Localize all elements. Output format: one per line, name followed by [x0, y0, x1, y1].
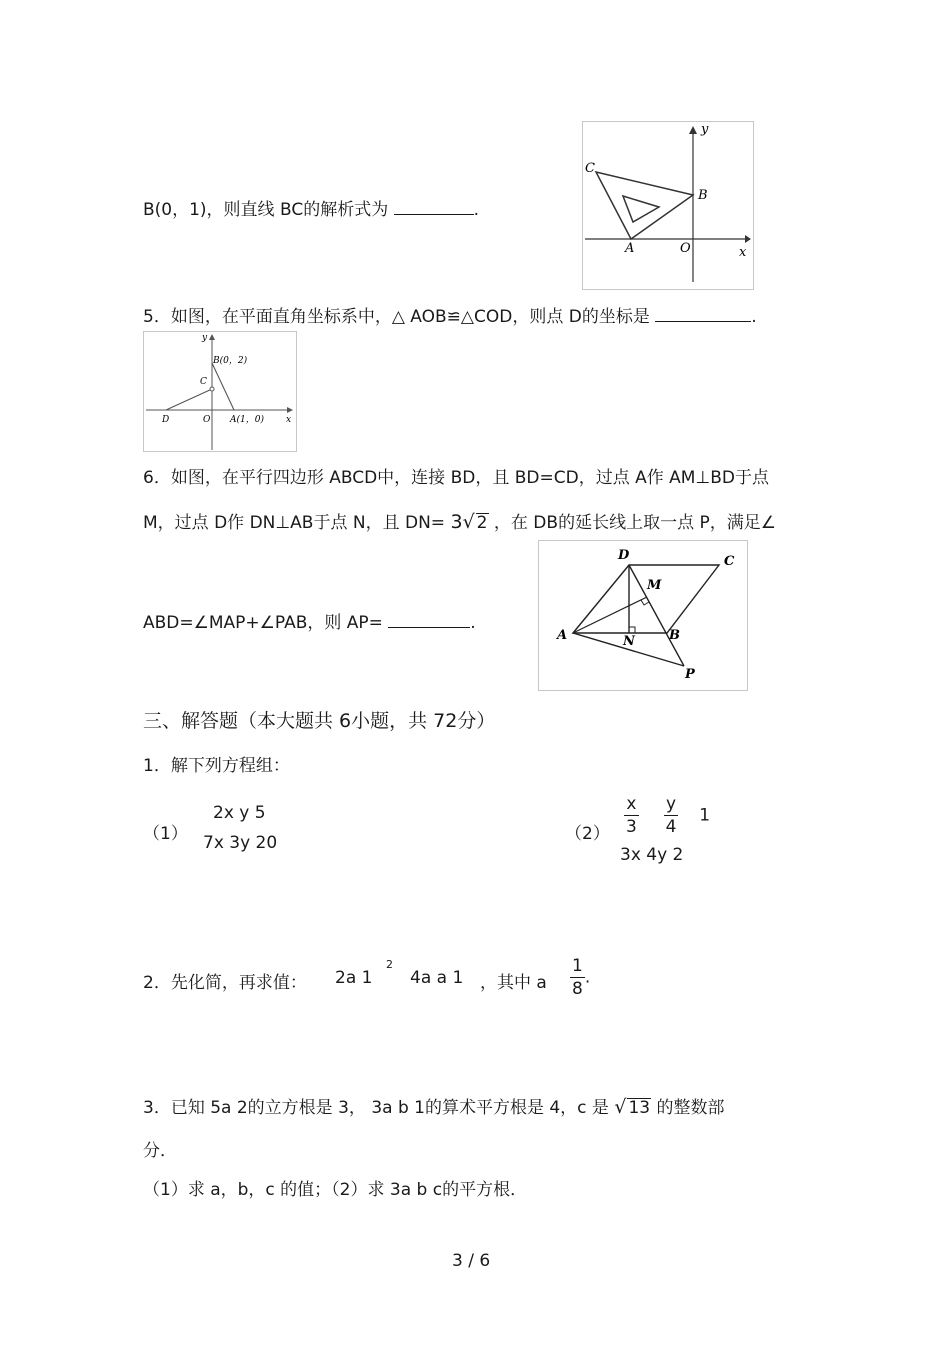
label-a: A	[625, 241, 635, 256]
dn-radicand: 2	[476, 513, 488, 533]
dn-value	[450, 513, 488, 533]
label-b: B	[669, 628, 680, 643]
s1-part2-rhs: 1	[699, 805, 711, 826]
q6-line3-text: ABD=∠MAP+∠PAB，则 AP=	[143, 613, 383, 633]
x-axis-arrow	[745, 235, 751, 243]
q6-line2-end: ，在 DB的延长线上取一点 P，满足∠	[493, 513, 776, 533]
label-p: P	[685, 667, 695, 682]
s1-part2-label: （2）	[565, 824, 610, 844]
label-y: y	[701, 122, 709, 137]
s1-part1-eq1: 2x y 5	[213, 803, 266, 823]
s1-part1-eq2: 7x 3y 20	[203, 833, 278, 853]
s3-line1	[143, 1093, 725, 1118]
sqrt-sign: √	[462, 511, 475, 533]
label-n: N	[623, 634, 635, 649]
triangle-inner	[623, 196, 659, 222]
label-c: C	[200, 377, 207, 387]
fraction-y-over-4: $\frac{y}{4}$	[665, 794, 677, 837]
label-o: O	[203, 415, 211, 425]
answer-blank	[394, 213, 474, 215]
y-axis-arrow	[689, 126, 697, 134]
section-title: 三、解答题（本大题共 6小题，共 72分）	[143, 710, 496, 732]
label-x: x	[739, 245, 747, 260]
segment-cd	[166, 389, 212, 410]
s2-exponent: 2	[386, 958, 393, 971]
triangle-abc	[596, 172, 693, 239]
s1-stem: 1．解下列方程组：	[143, 756, 290, 776]
q4-tail-text: B(0，1)，则直线 BC的解析式为	[143, 200, 389, 220]
s3-line1-part-c: 的整数部	[656, 1098, 725, 1118]
s2-fraction	[570, 955, 590, 1000]
s2-expr1: 2a 1	[335, 968, 373, 988]
label-m: M	[647, 578, 662, 593]
q5-end: .	[751, 307, 757, 327]
label-a: A	[557, 628, 568, 643]
figure-parallelogram-abcd	[538, 540, 748, 691]
segment-ab	[212, 363, 234, 410]
q4-end: .	[473, 200, 480, 220]
q5-text: 5．如图，在平面直角坐标系中，△ AOB≌△COD，则点 D的坐标是	[143, 307, 650, 327]
q6-line2-start: M，过点 D作 DN⊥AB于点 N，且 DN=	[143, 513, 446, 533]
label-a: A(1，0)	[230, 415, 264, 425]
fraction-1-over-8: $\frac{1}{8}$	[572, 956, 583, 999]
s3-line1-part-b: 3a b 1的算术平方根是 4，c 是	[371, 1098, 609, 1118]
label-y: y	[202, 333, 208, 343]
q5-line	[143, 302, 757, 327]
s3-line1-part-a: 3．已知 5a 2的立方根是 3，	[143, 1098, 366, 1118]
label-b: B(0，2)	[213, 356, 248, 366]
sqrt-13: √ 13	[614, 1096, 651, 1118]
q6-end: .	[470, 613, 476, 633]
s3-line3	[143, 1175, 527, 1200]
q6-line3	[143, 608, 476, 633]
label-d: D	[162, 415, 170, 425]
s2-expr2: 4a a 1	[410, 968, 464, 988]
s1-part2-eq1	[624, 793, 710, 838]
s1-part2-eq2: 3x 4y 2	[620, 845, 684, 865]
label-d: D	[618, 548, 630, 563]
s3-line3-part-b: 3a b c的平方根．	[389, 1180, 528, 1200]
segment-am	[573, 597, 647, 633]
s1-part1-label: （1）	[143, 824, 188, 844]
label-o: O	[680, 241, 691, 256]
s3-line3-part-a: （1）求 a，b，c 的值；（2）求	[143, 1180, 385, 1200]
s2-mid: ，其中 a	[480, 973, 547, 993]
s3-line2: 分．	[143, 1141, 177, 1161]
s2-end: .	[584, 967, 591, 988]
fraction-x-over-3: $\frac{x}{3}$	[626, 794, 637, 837]
label-b: B	[698, 188, 708, 203]
s2-stem: 2．先化简，再求值：	[143, 973, 307, 993]
label-c: C	[724, 554, 735, 569]
figure-triangles-axes	[582, 121, 754, 290]
q6-line2	[143, 508, 776, 533]
q4-tail-line	[143, 195, 479, 220]
dn-coefficient: 3	[450, 511, 463, 533]
label-x: x	[286, 415, 292, 425]
answer-blank	[655, 320, 751, 322]
q6-line1: 6．如图，在平行四边形 ABCD中，连接 BD，且 BD=CD，过点 A作 AM⊥BD于点	[143, 468, 769, 488]
figure-coordinate-aob-cod	[143, 331, 297, 452]
answer-blank	[388, 626, 470, 628]
label-c: C	[585, 161, 595, 176]
page-number: 3 / 6	[452, 1251, 491, 1271]
